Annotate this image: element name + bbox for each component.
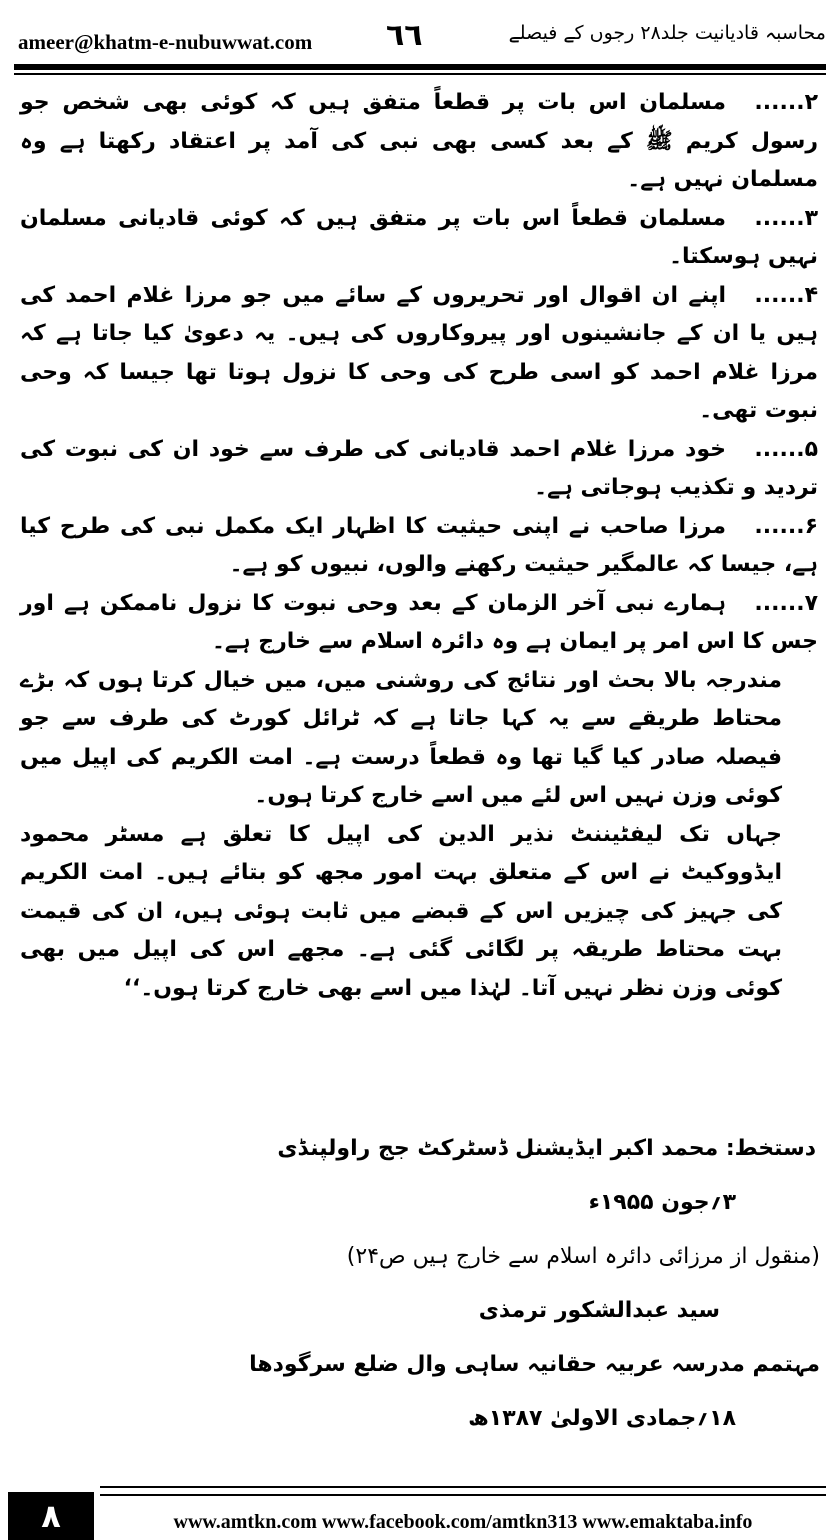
item-text: مسلمان اس بات پر قطعاً متفق ہیں کہ کوئی بھی شخص جو رسول کریم ﷺ کے بعد کسی بھی نبی کی آمد پر اعتقاد رکھتا ہے وہ مسلمان نہیں ہے۔ (20, 90, 818, 192)
list-item (20, 508, 818, 585)
list-item (20, 277, 818, 431)
list-item (20, 84, 818, 200)
item-text: اپنے ان اقوال اور تحریروں کے سائے میں جو مرزا غلام احمد کی ہیں یا ان کے جانشینوں اور پیروکاروں کی ہیں۔ یہ دعویٰ کیا جاتا ہے کہ مرزا غلام احمد کو اسی طرح کی وحی کا نزول ہوتا تھا جیسا کہ وحی نبوت تھی۔ (20, 282, 818, 423)
item-text: ہمارے نبی آخر الزمان کے بعد وحی نبوت کا نزول ناممکن ہے اور جس کا اس امر پر ایمان ہے وہ دائرہ اسلام سے خارج ہے۔ (20, 590, 818, 654)
paragraph-second-appeal: جہاں تک لیفٹیننٹ نذیر الدین کی اپیل کا تعلق ہے مسٹر محمود ایڈووکیٹ نے اس کے متعلق بہت امور مجھ کو بتائے ہیں۔ امت الکریم کی جہیز کی چیزیں اس کے قبضے میں ثابت ہوئی ہیں، ان کی قیمت بہت محتاط طریقہ پر لگائی گئی ہے۔ مجھے اس کی اپیل میں بھی کوئی وزن نظر نہیں آتا۔ لہٰذا میں اسے بھی خارج کرتا ہوں۔‘‘ (20, 821, 782, 1001)
header-book-title: محاسبہ قادیانیت جلد۲۸ رجوں کے فیصلے (508, 22, 826, 44)
list-item (20, 585, 818, 662)
item-text: خود مرزا غلام احمد قادیانی کی طرف سے خود ان کی نبوت کی تردید و تکذیب ہوجاتی ہے۔ (20, 436, 818, 500)
header-email: ameer@khatm-e-nubuwwat.com (18, 30, 313, 54)
footer-urls: www.amtkn.com www.facebook.com/amtkn313 www.emaktaba.info (173, 1511, 753, 1533)
hijri-date: ۱۸؍جمادی الاولیٰ ۱۳۸۷ھ (468, 1406, 736, 1431)
item-text: مسلمان قطعاً اس بات پر متفق ہیں کہ کوئی قادیانی مسلمان نہیں ہوسکتا۔ (20, 205, 818, 269)
header-rule-thick (14, 64, 826, 70)
list-item (20, 200, 818, 277)
signature-date: ۳؍جون ۱۹۵۵ء (588, 1190, 736, 1215)
item-number: ۳...... (754, 205, 818, 231)
page-footer (0, 1480, 840, 1540)
list-item (20, 431, 818, 508)
author-position: مہتمم مدرسہ عربیہ حقانیہ ساہی وال ضلع سرگودھا (249, 1352, 820, 1377)
item-number: ۶...... (754, 513, 818, 539)
footer-rule (100, 1486, 826, 1496)
header-rule-thin (14, 73, 826, 75)
source-citation: (منقول از مرزائی دائرہ اسلام سے خارج ہیں ص۲۴) (346, 1244, 820, 1269)
item-number: ۵...... (754, 436, 818, 462)
document-body (20, 84, 818, 1008)
item-number: ۲...... (754, 90, 818, 115)
paragraph-conclusion: مندرجہ بالا بحث اور نتائج کی روشنی میں، میں خیال کرتا ہوں کہ بڑے محتاط طریقے سے یہ کہا جاتا ہے کہ ٹرائل کورٹ کی طرف سے جو فیصلہ صادر کیا گیا تھا وہ قطعاً درست ہے۔ امت الکریم کی اپیل میں کوئی وزن نہیں اس لئے میں اسے خارج کرتا ہوں۔ (20, 667, 782, 808)
item-text: مرزا صاحب نے اپنی حیثیت کا اظہار ایک مکمل نبی کی طرح کیا ہے، جیسا کہ عالمگیر حیثیت رکھنے والوں، نبیوں کو ہے۔ (20, 513, 818, 577)
header-page-number: ٦٦ (386, 18, 423, 53)
item-number: ۷...... (754, 590, 818, 616)
signature-judge: دستخط: محمد اکبر ایڈیشنل ڈسٹرکٹ جج راولپنڈی (277, 1136, 816, 1161)
author-name: سید عبدالشکور ترمذی (478, 1298, 720, 1323)
item-number: ۴...... (754, 282, 818, 308)
page-header (14, 18, 826, 58)
footer-page-badge: ٨ (8, 1492, 94, 1540)
